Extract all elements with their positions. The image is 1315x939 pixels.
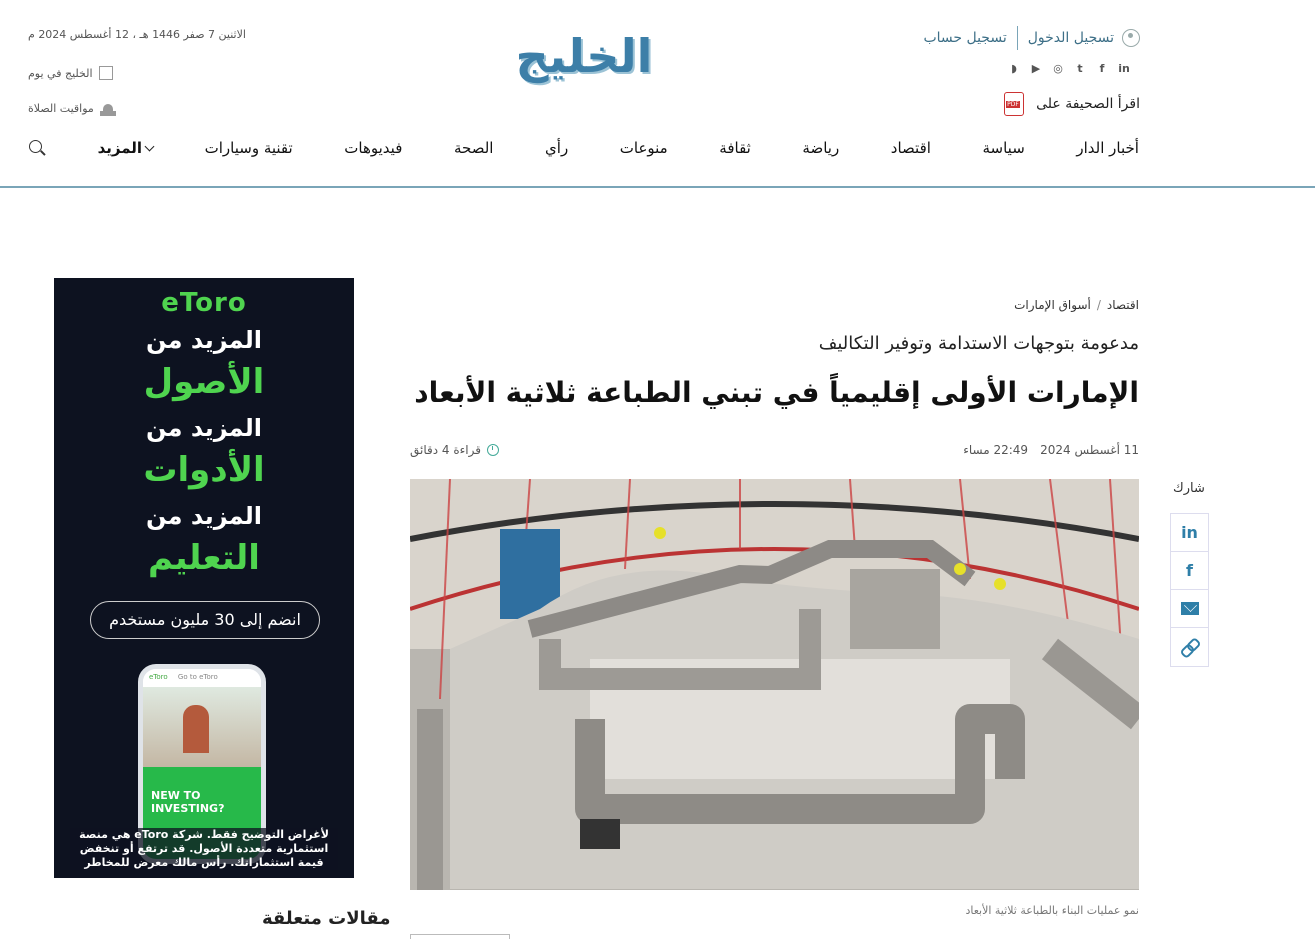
read-time-label: قراءة 4 دقائق <box>410 443 481 457</box>
read-paper-link[interactable] <box>1004 92 1140 116</box>
ad-logo: eToro <box>161 288 247 318</box>
breadcrumb-item[interactable]: أسواق الإمارات <box>1014 298 1091 312</box>
share-email-button[interactable] <box>1171 590 1208 628</box>
nav-item[interactable]: سياسة <box>982 139 1025 157</box>
share-facebook-button[interactable] <box>1171 552 1208 590</box>
read-paper-label: اقرأ الصحيفة على <box>1036 96 1140 112</box>
ad-disclaimer: لأغراض التوضيح فقط. شركة eToro هي منصة استثمارية متعددة الأصول. قد ترتفع أو تنخفض قيمة استثماراتك. رأس مالك معرض للمخاطر <box>70 828 338 870</box>
copy-link-button[interactable] <box>1171 628 1208 666</box>
ad-line: المزيد من <box>146 502 262 530</box>
login-link[interactable]: تسجيل الدخول <box>1027 30 1114 46</box>
social-links <box>1008 62 1130 75</box>
ad-banner[interactable] <box>54 278 354 878</box>
rss-icon[interactable]: ◗ <box>1011 62 1017 75</box>
more-menu[interactable] <box>98 139 153 157</box>
ad-line: المزيد من <box>146 414 262 442</box>
nav-item[interactable]: ثقافة <box>719 139 751 157</box>
phone-photo <box>143 687 261 767</box>
nav-item[interactable]: أخبار الدار <box>1076 139 1139 157</box>
nav-item[interactable]: رياضة <box>802 139 840 157</box>
article-subtitle: مدعومة بتوجهات الاستدامة وتوفير التكاليف <box>818 333 1139 354</box>
chevron-down-icon <box>145 141 155 151</box>
nav-item[interactable]: الصحة <box>453 139 494 157</box>
instagram-icon[interactable]: ◎ <box>1053 62 1063 75</box>
link-icon <box>1181 638 1199 656</box>
ad-line: الأصول <box>143 362 265 402</box>
ad-cta-button[interactable]: انضم إلى 30 مليون مستخدم <box>90 601 320 639</box>
divider <box>1017 26 1018 50</box>
nav-item[interactable]: تقنية وسيارات <box>204 139 293 157</box>
daily-label: الخليج في يوم <box>28 66 93 80</box>
construction-photo <box>410 479 1139 890</box>
clock-icon <box>487 444 499 456</box>
ad-line: المزيد من <box>146 326 262 354</box>
breadcrumb-separator: / <box>1096 298 1101 312</box>
linkedin-icon: in <box>1181 523 1198 542</box>
article-photo[interactable] <box>410 479 1139 890</box>
linkedin-icon[interactable]: in <box>1118 62 1130 75</box>
site-header <box>0 0 1315 188</box>
article-time: 22:49 مساء <box>963 443 1029 457</box>
phone-tag: Go to eToro <box>177 673 218 681</box>
prayer-times-link[interactable] <box>28 100 116 116</box>
share-label: شارك <box>1173 481 1205 496</box>
ad-line: الأدوات <box>143 450 265 490</box>
phone-banner: NEW TO INVESTING? <box>143 767 261 864</box>
phone-brand: eToro <box>149 673 168 681</box>
mosque-icon <box>100 100 116 116</box>
site-logo[interactable]: الخليج <box>515 29 653 83</box>
mail-icon <box>1181 602 1199 615</box>
daily-link[interactable] <box>28 66 113 80</box>
related-articles-title: مقالات متعلقة <box>262 908 391 929</box>
nav-item[interactable]: فيديوهات <box>344 139 403 157</box>
date-line: الاثنين 7 صفر 1446 هـ ، 12 أغسطس 2024 م <box>28 28 246 41</box>
nav-item[interactable]: رأي <box>545 139 569 157</box>
phone-header <box>143 669 261 687</box>
search-icon[interactable] <box>28 139 46 157</box>
ad-line: التعليم <box>148 538 260 578</box>
twitter-icon[interactable]: t <box>1077 62 1083 75</box>
share-linkedin-button[interactable] <box>1171 514 1208 552</box>
nav-item[interactable]: اقتصاد <box>890 139 931 157</box>
read-time <box>410 443 499 457</box>
more-label: المزيد <box>97 139 143 157</box>
article-meta <box>963 443 1139 457</box>
main-nav <box>28 136 1139 160</box>
pdf-icon <box>1004 92 1024 116</box>
calendar-icon <box>99 66 113 80</box>
article-headline: الإمارات الأولى إقليمياً في تبني الطباعة ثلاثية الأبعاد <box>414 376 1139 409</box>
share-buttons <box>1170 513 1209 667</box>
article-date: 11 أغسطس 2024 <box>1040 443 1139 457</box>
register-link[interactable]: تسجيل حساب <box>923 30 1007 46</box>
account-links <box>923 26 1140 50</box>
youtube-icon[interactable]: ▶ <box>1031 62 1041 75</box>
nav-item[interactable]: منوعات <box>619 139 668 157</box>
prayer-label: مواقيت الصلاة <box>28 101 94 115</box>
user-icon <box>1122 29 1140 47</box>
photo-caption: نمو عمليات البناء بالطباعة ثلاثية الأبعاد <box>965 904 1139 917</box>
facebook-icon[interactable]: f <box>1099 62 1105 75</box>
facebook-icon: f <box>1186 561 1193 580</box>
related-articles-box <box>410 934 510 939</box>
breadcrumb-item[interactable]: اقتصاد <box>1106 298 1139 312</box>
breadcrumb <box>1014 298 1139 312</box>
